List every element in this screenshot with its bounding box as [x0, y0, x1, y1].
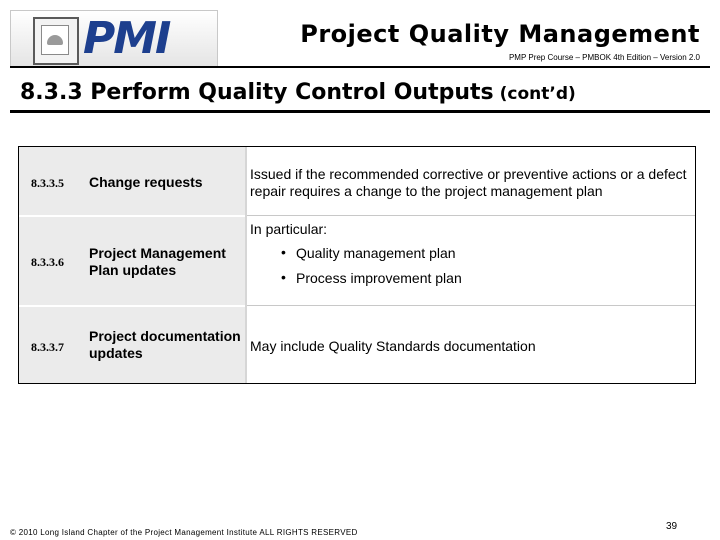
row-label: Project documentation updates: [89, 328, 241, 361]
row-number: 8.3.3.6: [31, 255, 64, 269]
pmi-logo: [10, 10, 218, 68]
section-heading: [20, 80, 576, 105]
slide-subtitle: PMP Prep Course – PMBOK 4th Edition – Version 2.0: [508, 53, 700, 62]
row-label: Project Management Plan updates: [89, 245, 226, 278]
bullet-item: Quality management plan: [296, 245, 456, 261]
column-divider: [245, 147, 247, 383]
row-description: Issued if the recommended corrective or preventive actions or a defect repair requires a change to the project management plan: [250, 166, 687, 199]
row-label: Change requests: [89, 174, 203, 190]
row-number: 8.3.3.5: [31, 176, 64, 190]
slide-title: Project Quality Management: [300, 20, 700, 48]
bullet-item: Process improvement plan: [296, 270, 462, 286]
section-rule: [10, 110, 710, 113]
outputs-table: [18, 146, 696, 384]
page-number: 39: [666, 521, 678, 532]
section-suffix: (cont’d): [499, 84, 576, 104]
section-title: 8.3.3 Perform Quality Control Outputs: [20, 80, 494, 105]
bullet-icon: •: [281, 269, 286, 285]
chapter-seal-icon: [33, 17, 79, 65]
row-intro: In particular:: [250, 221, 328, 237]
row-divider: [246, 305, 695, 306]
row-divider: [246, 215, 695, 216]
row-description: May include Quality Standards documentation: [250, 338, 536, 354]
bullet-icon: •: [281, 244, 286, 260]
copyright-footer: © 2010 Long Island Chapter of the Project Management Institute ALL RIGHTS RESERVED: [10, 528, 358, 537]
header-rule: [10, 66, 710, 68]
pmi-logo-text: PMI: [83, 13, 170, 64]
row-number: 8.3.3.7: [31, 340, 64, 354]
